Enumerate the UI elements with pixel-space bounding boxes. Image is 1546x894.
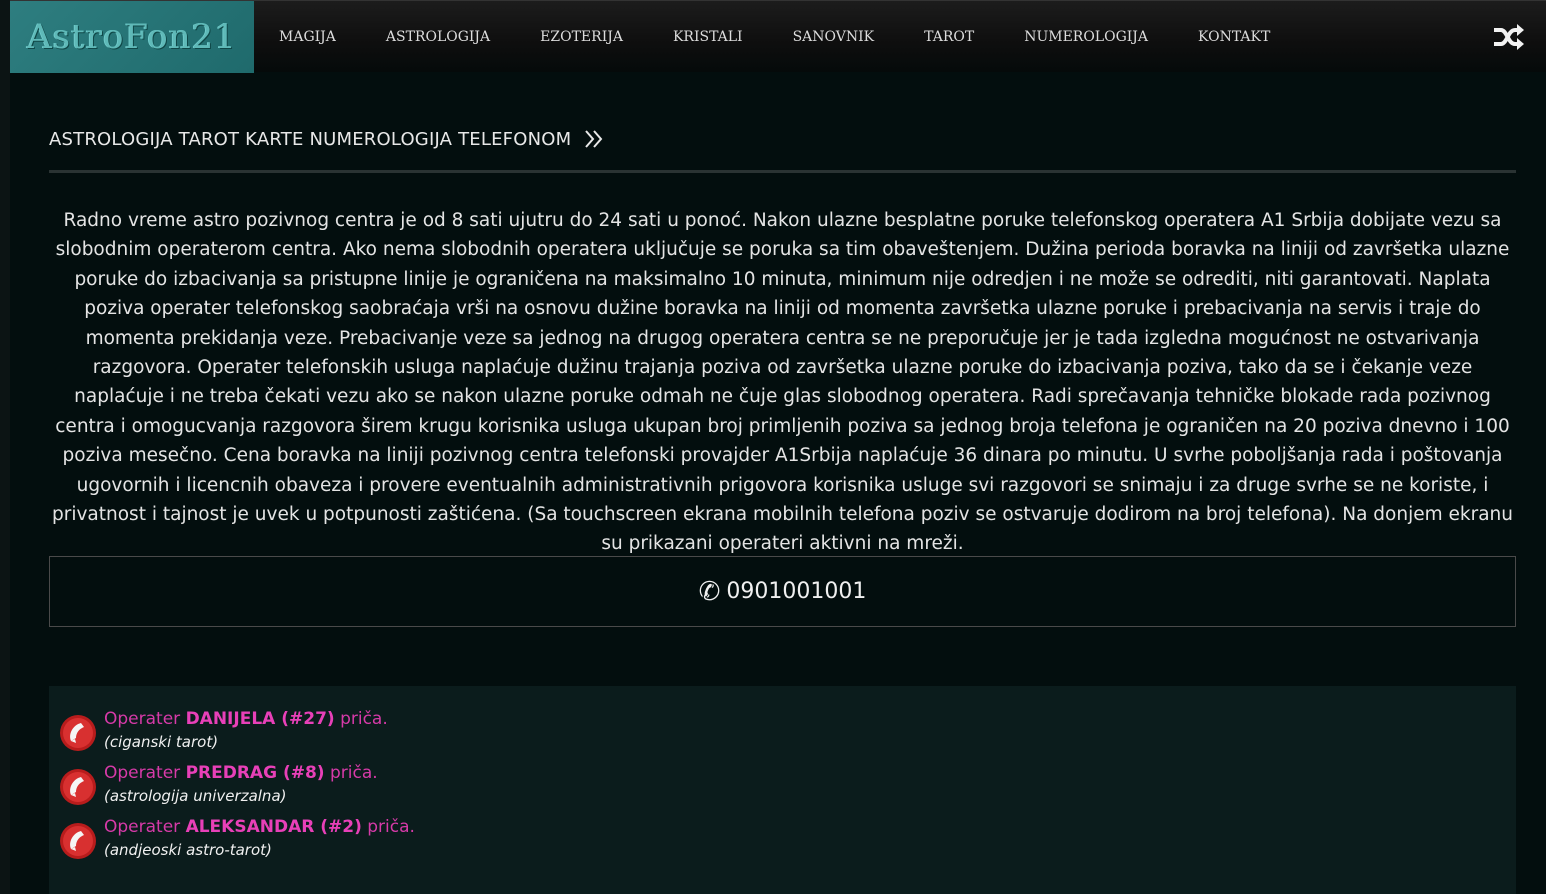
nav-item-ezoterija[interactable]: EZOTERIJA [540, 29, 623, 45]
nav-item-numerologija[interactable]: NUMEROLOGIJA [1024, 29, 1149, 45]
nav-item-astrologija[interactable]: ASTROLOGIJA [385, 29, 491, 45]
double-chevron-right-icon [583, 128, 605, 150]
nav-item-kontakt[interactable]: KONTAKT [1198, 29, 1271, 45]
page-heading-text: ASTROLOGIJA TAROT KARTE NUMEROLOGIJA TELEFONOM [49, 128, 572, 150]
operator-prefix: Operater [104, 817, 181, 837]
nav-item-kristali[interactable]: KRISTALI [672, 29, 743, 45]
phone-number-link[interactable]: 0901001001 [726, 579, 867, 604]
phone-number-box[interactable] [49, 556, 1516, 627]
operator-name[interactable]: ALEKSANDAR (#2) [185, 817, 362, 837]
left-edge-strip [0, 0, 10, 894]
operator-status: priča. [367, 817, 415, 837]
operator-prefix: Operater [104, 709, 181, 729]
main-nav [279, 1, 1320, 73]
nav-item-tarot[interactable]: TAROT [924, 29, 975, 45]
operator-row [59, 706, 388, 756]
service-info-paragraph: Radno vreme astro pozivnog centra je od 8 sati ujutru do 24 sati u ponoć. Nakon ulazne besplatne poruke telefonskog operatera A1 Srbija dobijate vezu sa slobodnim operaterom centra. Ako nema slobodnih operatera uključuje se poruka sa tim obaveštenjem. Dužina perioda boravka na liniji od završetka ulazne poruke do izbacivanja sa pristupne linije je ograničena na maksimalno 10 minuta, minimum nije odredjen i ne može se odrediti, niti garantovati. Naplata poziva operater telefonskog saobraćaja vrši na osnovu dužine boravka na liniji od momenta završetka ulazne poruke i prebacivanja na servis i traje do momenta prekidanja veze. Prebacivanje veze sa jednog na drugog operatera centra se ne preporučuje jer je tada izgledna mogućnost ne ostvarivanja razgovora. Operater telefonskih usluga naplaćuje dužinu trajanja poziva od završetka ulazne poruke do izbacivanja poziva, tako da se i čekanje veze naplaćuje i ne treba čekati vezu ako se nakon ulazne poruke odmah ne čuje glas slobodnog operatera. Radi sprečavanja tehničke blokade rada pozivnog centra i omogucvanja razgovora širem krugu korisnika usluga ukupan broj primljenih poziva sa jednog broja telefona je ograničen na 20 poziva dnevno i 100 poziva mesečno. Cena boravka na liniji pozivnog centra telefonski provajder A1Srbija naplaćuje 36 dinara po minutu. U svrhe poboljšanja rada i poštovanja ugovornih i licencnih obaveza i provere eventualnih administrativnih prigovora korisnika usluge svi razgovori se snimaju i za druge svrhe se ne koriste, i privatnost i tajnost je uvek u potpunosti zaštićena. (Sa touchscreen ekrana mobilnih telefona poziv se ostvaruje dodirom na broj telefona). Na donjem ekranu su prikazani operateri aktivni na mreži. [51, 210, 1513, 555]
operator-name[interactable]: PREDRAG (#8) [185, 763, 325, 783]
nav-item-magija[interactable]: MAGIJA [279, 29, 336, 45]
operator-prefix: Operater [104, 763, 181, 783]
operator-row [59, 814, 415, 864]
page-heading [49, 128, 1516, 150]
operator-specialty: (andjeoski astro-tarot) [104, 841, 272, 859]
top-navigation-bar [10, 0, 1546, 72]
phone-handset-icon [59, 768, 97, 806]
nav-item-sanovnik[interactable]: SANOVNIK [792, 29, 875, 45]
shuffle-icon[interactable] [1492, 22, 1524, 52]
phone-icon: ✆ [698, 576, 721, 607]
operator-status: priča. [340, 709, 388, 729]
operator-name[interactable]: DANIJELA (#27) [185, 709, 335, 729]
active-operators-panel [49, 686, 1516, 894]
operator-specialty: (astrologija univerzalna) [104, 787, 287, 805]
phone-handset-icon [59, 714, 97, 752]
operator-status: priča. [329, 763, 378, 783]
phone-handset-icon [59, 822, 97, 860]
operator-row [59, 760, 378, 810]
site-logo[interactable]: AstroFon21 [10, 1, 254, 73]
heading-divider [49, 170, 1516, 173]
operator-specialty: (ciganski tarot) [104, 733, 219, 751]
